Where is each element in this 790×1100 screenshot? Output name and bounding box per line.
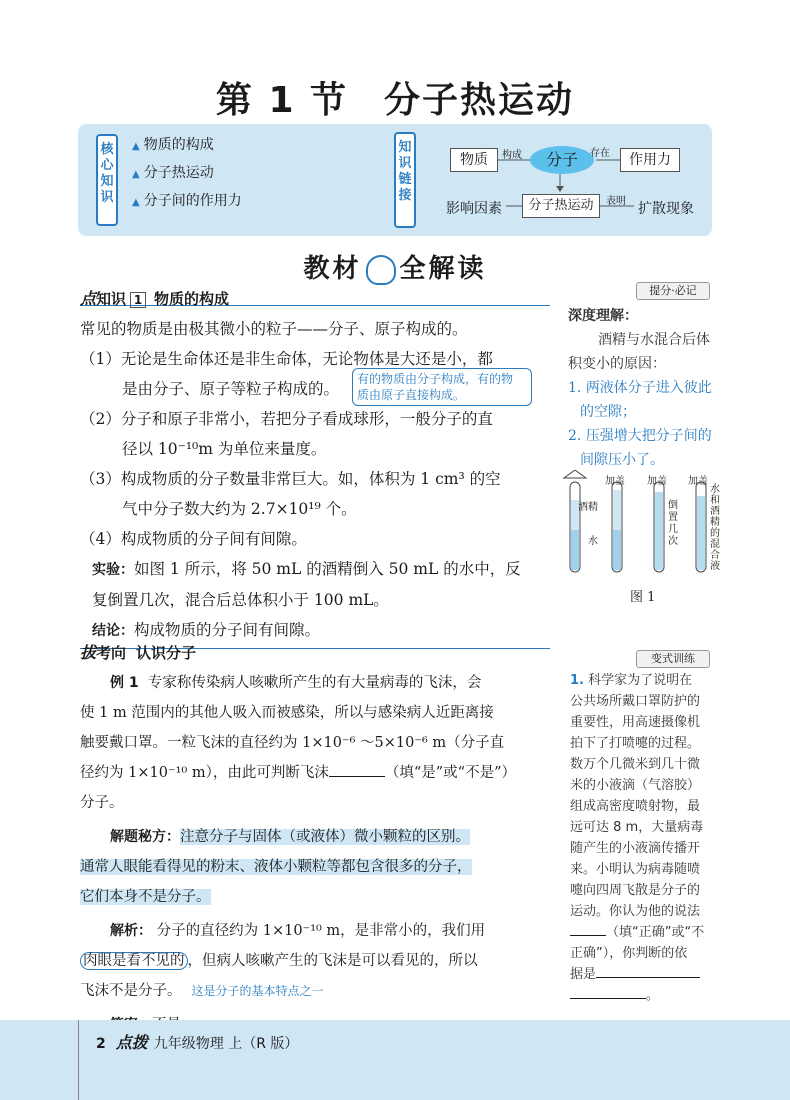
variant-exercise: 1. 科学家为了说明在 公共场所戴口罩防护的 重要性，用高速摄像机 拍下了打喷嚏的过程。 数万个几微米到几十微 米的小液滴（气溶胶） 组成高密度喷射物，最 远可达 8 m，大量病毒 随产生的小液滴传播开 来。小明认为病毒随喷 嚏向四周飞散是分子的 运动。你认为他的说法 （填“正确”或“不 正确”），你判断的依 据是 。 [570,673,705,1003]
experiment-b: 复倒置几次，混合后总体积小于 100 mL。 [92,591,389,609]
example-line-4: 径约为 1×10⁻¹⁰ m），由此可判断飞沫 （填“是”或“不是”） [80,765,516,781]
node-matter: 物质 [450,148,498,172]
example-line-2: 使 1 m 范围内的其他人吸入而被感染，所以与感染病人近距离接 [80,705,494,721]
tip-line-1: 解题秘方：注意分子与固体（或液体）微小颗粒的区别。 [110,829,470,845]
variant-blank-1[interactable] [570,935,606,936]
figure-1-caption: 图 1 [630,590,656,605]
book-title: 九年级物理 上（R 版） [153,1036,299,1052]
point-1-b: 是由分子、原子等粒子构成的。 [122,380,340,398]
point-1-a: （1）无论是生命体还是非生命体，无论物体是大还是小，都 [80,350,493,368]
section-banner: 教材 全解读 [303,254,487,284]
experiment-a: 实验：如图 1 所示，将 50 mL 的酒精倒入 50 mL 的水中，反 [92,560,521,578]
core-item-2: ▲ 分子热运动 [132,165,214,181]
core-item-1: ▲ 物质的构成 [132,137,214,153]
example-line-3: 触要戴口罩。一粒飞沫的直径约为 1×10⁻⁶ ～5×10⁻⁶ m（分子直 [80,735,505,751]
footer-text [96,1030,298,1053]
knowledge-1-header: 点知识 1 物质的构成 [80,289,230,308]
kaoxiang-header: 拔考向 认识分子 [80,643,197,662]
concept-map-lines [438,124,708,236]
node-force: 作用力 [620,148,680,172]
page-title [0,72,790,123]
intro-line: 常见的物质是由极其微小的粒子——分子、原子构成的。 [80,320,468,338]
tip-line-2: 通常人眼能看得见的粉末、液体小颗粒等都包含很多的分子， [80,859,472,875]
variant-blank-2[interactable] [596,977,700,978]
label-add-cap-1: 加盖 [605,476,625,487]
node-molecule: 分子 [530,146,594,174]
label-add-cap-3: 加盖 [688,476,708,487]
label-alcohol: 酒精 [578,502,598,513]
side-tag-must-remember: 提分·必记 [636,282,710,300]
page-number: 2 [96,1036,106,1052]
brand-logo: 点拨 [115,1033,148,1052]
conclusion: 结论：构成物质的分子间有间隙。 [92,621,321,639]
edge-express: 表明 [606,196,626,207]
core-item-3: ▲ 分子间的作用力 [132,193,242,209]
triangle-icon: ▲ [132,141,140,152]
edge-compose: 构成 [502,150,522,161]
variant-blank-3[interactable] [570,998,646,999]
point-2-b: 径以 10⁻¹⁰m 为单位来量度。 [122,440,327,458]
answer-blank[interactable] [329,776,385,777]
footer-divider [78,1020,79,1100]
side-notes: 深度理解： 酒精与水混合后体 积变小的原因： 1. 两液体分子进入彼此 的空隙； 2. 压强增大把分子间的 间隙压小了。 [568,308,712,468]
analysis-line-1: 解析： 分子的直径约为 1×10⁻¹⁰ m，是非常小的，我们用 [110,923,486,939]
core-knowledge-tag: 核心知识 [96,134,118,226]
tip-line-3: 它们本身不是分子。 [80,889,211,905]
node-diffusion: 扩散现象 [638,201,694,217]
analysis-line-3: 飞沫不是分子。 这是分子的基本特点之一 [80,983,324,999]
label-mixed: 水和酒精的混合液 [710,484,720,572]
page-footer [0,1020,790,1100]
example-line-1: 例 1 专家称传染病人咳嗽所产生的有大量病毒的飞沫，会 [110,675,482,691]
point-3-a: （3）构成物质的分子数量非常巨大。如，体积为 1 cm³ 的空 [80,470,501,488]
node-factors: 影响因素 [446,201,502,217]
section-number: 第 1 节 [215,80,349,121]
handwritten-note-2: 这是分子的基本特点之一 [191,984,324,998]
label-add-cap-2: 加盖 [647,476,667,487]
point-3-b: 气中分子数大约为 2.7×10¹⁹ 个。 [122,500,357,518]
handwritten-note-1: 有的物质由分子构成，有的物 质由原子直接构成。 [352,368,532,406]
pointing-hand-icon [366,255,396,285]
analysis-line-2: 肉眼是看不见的 ，但病人咳嗽产生的飞沫是可以看见的，所以 [80,946,550,976]
label-invert: 倒置几次 [668,500,678,547]
knowledge-overview-box [78,124,712,236]
triangle-icon: ▲ [132,169,140,180]
point-4: （4）构成物质的分子间有间隙。 [80,530,307,548]
triangle-icon: ▲ [132,197,140,208]
section-name: 分子热运动 [384,80,575,121]
label-water: 水 [588,536,598,547]
example-line-5: 分子。 [80,795,124,811]
main-text [80,314,550,646]
node-thermal-motion: 分子热运动 [522,194,600,218]
example-1 [80,668,550,1040]
variant-tag: 变式训练 [636,650,710,668]
knowledge-link-tag: 知识链接 [394,132,416,228]
edge-exist: 存在 [590,148,610,159]
point-2-a: （2）分子和原子非常小，若把分子看成球形，一般分子的直 [80,410,493,428]
